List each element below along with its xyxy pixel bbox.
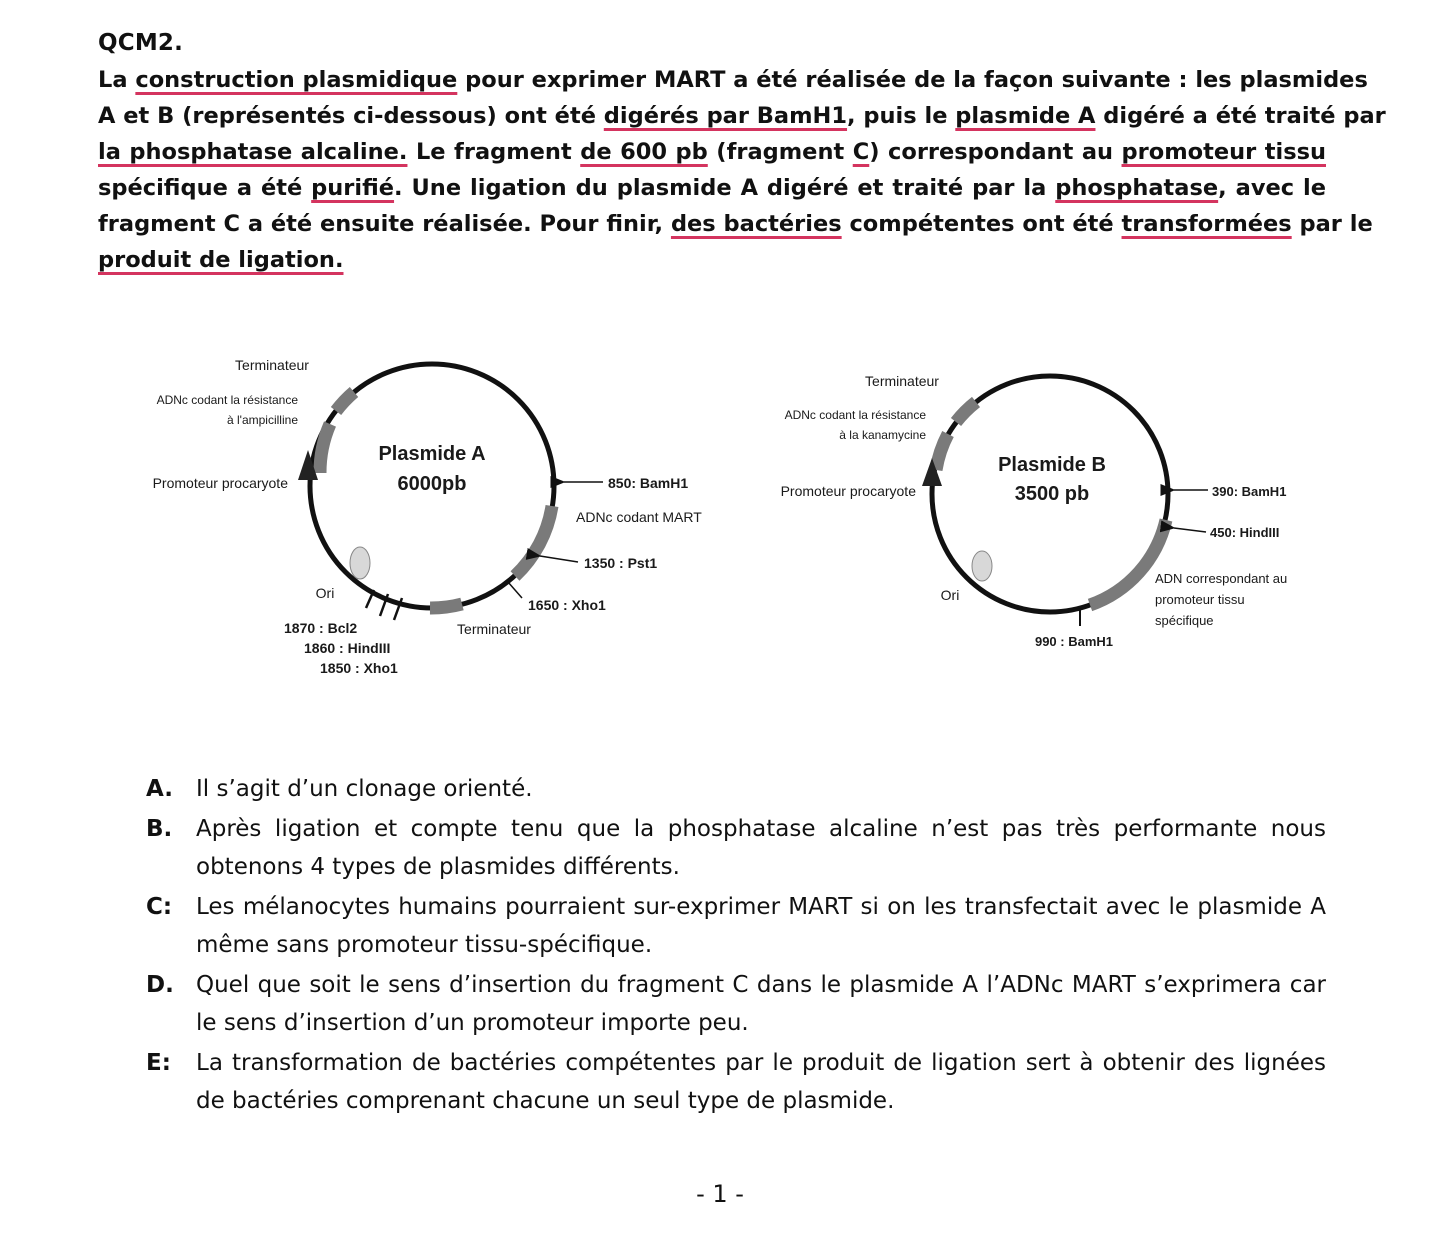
intro-line [98, 134, 1326, 170]
answer-text: La transformation de bactéries compétentes par le produit de ligation sert à obtenir des lignées de bactéries comprenant chacune un seul type de plasmide. [196, 1050, 1326, 1114]
plasmid-b [781, 373, 1288, 649]
intro-line [98, 242, 1326, 278]
highlighted-phrase: de 600 pb [580, 139, 708, 165]
answer-text: Il s’agit d’un clonage orienté. [196, 776, 533, 802]
plasmid-b-resistance-label: ADNc codant la résistance [784, 408, 926, 422]
answer-option-e[interactable] [146, 1044, 1326, 1120]
plasmid-b-ori-label: Ori [940, 587, 960, 603]
answer-letter: C: [146, 894, 173, 920]
plasmid-a-resistance-label: à l'ampicilline [227, 413, 298, 427]
intro-text: ) correspondant au [869, 139, 1122, 165]
plasmid-a-ori [350, 547, 370, 579]
answer-letter: A. [146, 776, 173, 802]
answer-option-a[interactable] [146, 770, 1326, 808]
intro-line [98, 62, 1368, 98]
intro-text: A et B (représentés ci-dessous) ont été [98, 103, 604, 129]
plasmid-b-terminator-label: Terminateur [865, 373, 939, 389]
answer-letter: E: [146, 1050, 171, 1076]
answer-letter: D. [146, 972, 174, 998]
plasmid-a-pst1-label: 1350 : Pst1 [584, 555, 658, 571]
answer-option-c[interactable] [146, 888, 1326, 964]
plasmid-b-resistance-label: à la kanamycine [839, 428, 926, 442]
highlighted-phrase: construction plasmidique [135, 67, 458, 93]
plasmid-a-bcl2-label: 1870 : Bcl2 [284, 620, 358, 636]
highlighted-phrase: purifié [311, 175, 395, 201]
plasmid-a-pst1-pointer [540, 556, 578, 562]
answer-text: Les mélanocytes humains pourraient sur-exprimer MART si on les transfectait avec le plasmide A même sans promoteur tissu-spécifique. [196, 894, 1326, 958]
highlighted-phrase: produit de ligation. [98, 247, 344, 273]
plasmid-b-hindiii-pointer [1174, 528, 1206, 532]
plasmid-a-hindiii-label: 1860 : HindIII [304, 640, 391, 656]
intro-text: spécifique a été [98, 175, 312, 201]
plasmid-b-size: 3500 pb [1014, 483, 1090, 505]
plasmid-a-bamh1-label: 850: BamH1 [608, 475, 689, 491]
plasmid-a-mart-segment [515, 506, 552, 576]
highlighted-phrase: la phosphatase alcaline. [98, 139, 408, 165]
intro-text: , puis le [847, 103, 956, 129]
highlighted-phrase: transformées [1121, 211, 1292, 237]
answer-option-d[interactable] [146, 966, 1326, 1042]
answer-text: Quel que soit le sens d’insertion du fragment C dans le plasmide A l’ADNc MART s’exprimera car le sens d’insertion d’un promoteur importe peu. [196, 972, 1326, 1036]
answer-letter: B. [146, 816, 173, 842]
question-intro [98, 62, 1386, 278]
plasmid-a-terminator-segment [336, 392, 354, 411]
plasmid-a-xho1-pointer [508, 582, 522, 598]
plasmid-b-bamh1-990-label: 990 : BamH1 [1034, 634, 1114, 649]
highlighted-phrase: phosphatase [1055, 175, 1219, 201]
plasmid-b-bamh1-label: 390: BamH1 [1212, 484, 1287, 499]
plasmid-diagrams [0, 330, 1440, 690]
plasmid-b-tissue-label: spécifique [1155, 613, 1214, 628]
plasmid-b-hindiii-label: 450: HindIII [1210, 525, 1280, 540]
highlighted-phrase: digérés par BamH1 [603, 103, 848, 129]
plasmid-a-mart-label: ADNc codant MART [576, 509, 702, 525]
intro-text: compétentes ont été [841, 211, 1122, 237]
intro-line [98, 98, 1386, 134]
intro-line [98, 170, 1326, 206]
intro-text: par le [1291, 211, 1373, 237]
plasmid-b-resistance-segment [936, 434, 948, 470]
plasmid-a-name: Plasmide A [378, 443, 486, 465]
plasmid-a-resistance-label: ADNc codant la résistance [156, 393, 298, 407]
intro-text: La [98, 67, 136, 93]
intro-text: Le fragment [407, 139, 581, 165]
intro-text: digéré a été traité par [1095, 103, 1386, 129]
intro-text: (fragment [707, 139, 853, 165]
plasmid-a-ori-label: Ori [315, 585, 335, 601]
plasmid-b-tissue-label: promoteur tissu [1155, 592, 1245, 607]
plasmid-a-xho1-label: 1650 : Xho1 [528, 597, 606, 613]
plasmid-a-terminator-bottom-label: Terminateur [457, 621, 531, 637]
plasmid-b-terminator-segment [956, 402, 976, 422]
plasmid-a-resistance-segment [320, 424, 330, 473]
plasmid-b-ori [972, 551, 992, 581]
highlighted-phrase: promoteur tissu [1121, 139, 1326, 165]
plasmid-a-promoter-label: Promoteur procaryote [152, 475, 288, 491]
highlighted-phrase: plasmide A [955, 103, 1096, 129]
highlighted-phrase: des bactéries [670, 211, 842, 237]
answer-list [146, 770, 1326, 1122]
plasmid-b-promoter-label: Promoteur procaryote [780, 483, 916, 499]
page-number: - 1 - [696, 1180, 744, 1208]
plasmid-b-tissue-label: ADN correspondant au [1155, 571, 1288, 586]
intro-text: pour exprimer MART a été réalisée de la façon suivante : les plasmides [457, 67, 1368, 93]
plasmid-b-name: Plasmide B [998, 454, 1106, 476]
plasmid-a-xho1-1850-label: 1850 : Xho1 [320, 660, 398, 676]
intro-line [98, 206, 1373, 242]
highlighted-phrase: C [852, 139, 870, 165]
question-title: QCM2. [98, 30, 184, 56]
plasmid-a-size: 6000pb [397, 473, 467, 495]
intro-text: fragment C a été ensuite réalisée. Pour finir, [98, 211, 671, 237]
answer-option-b[interactable] [146, 810, 1326, 886]
plasmid-a-terminator-label: Terminateur [235, 357, 309, 373]
intro-text: . Une ligation du plasmide A digéré et traité par la [394, 175, 1056, 201]
intro-text: , avec le [1218, 175, 1326, 201]
answer-text: Après ligation et compte tenu que la phosphatase alcaline n’est pas très performante nous obtenons 4 types de plasmides différents. [196, 816, 1326, 880]
plasmid-a-terminator2-segment [430, 604, 462, 608]
plasmid-a [153, 357, 703, 676]
